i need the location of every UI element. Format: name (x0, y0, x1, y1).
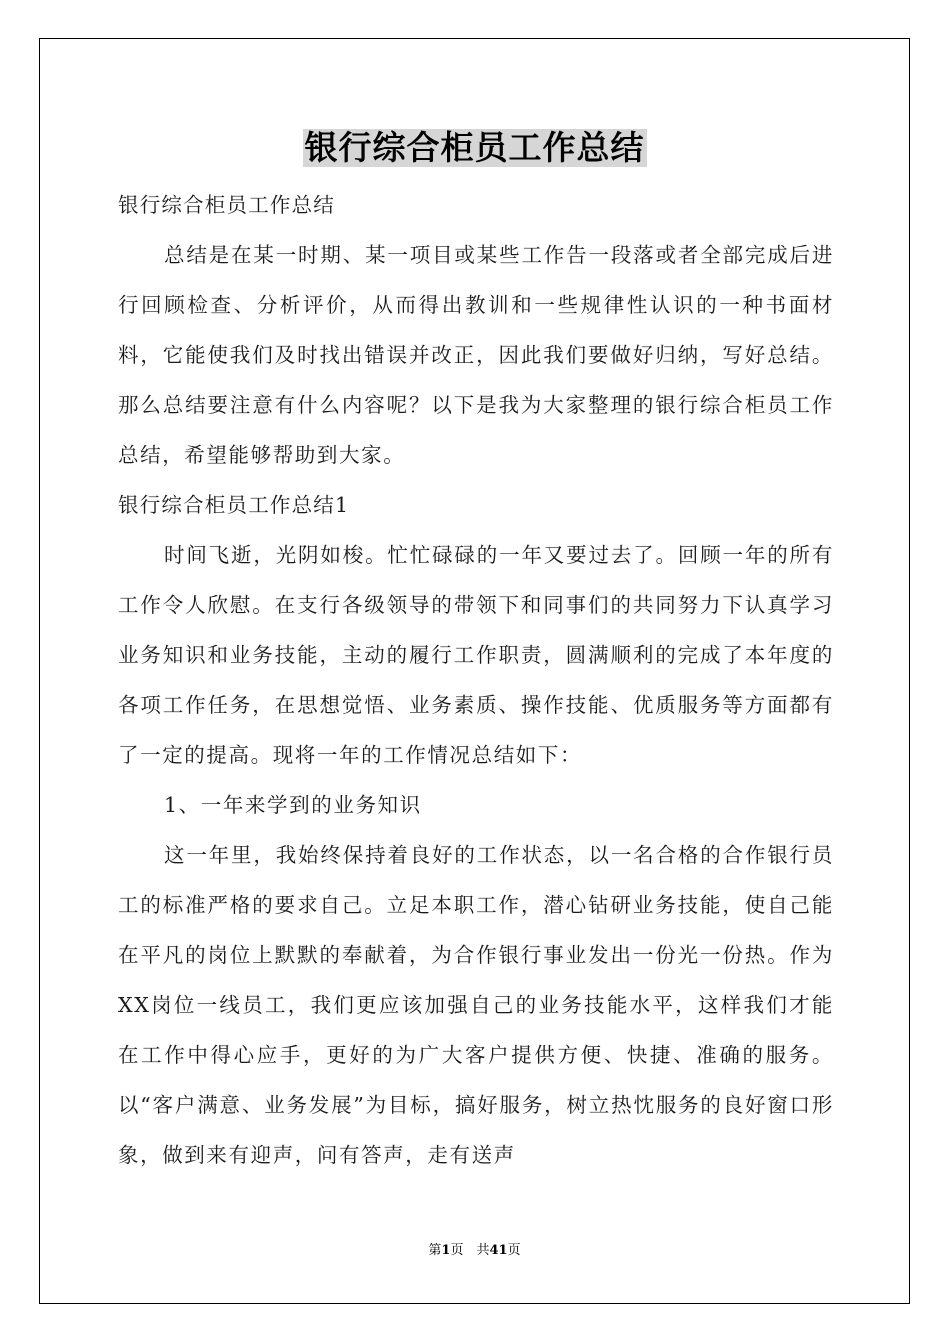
page-footer (40, 1239, 909, 1258)
body-paragraph: 时间飞逝，光阴如梭。忙忙碌碌的一年又要过去了。回顾一年的所有工作令人欣慰。在支行各级领导的带领下和同事们的共同努力下认真学习业务知识和业务技能，主动的履行工作职责，圆满顺利的完成了本年度的各项工作任务，在思想觉悟、业务素质、操作技能、优质服务等方面都有了一定的提高。现将一年的工作情况总结如下： (118, 543, 834, 767)
intro-paragraph: 总结是在某一时期、某一项目或某些工作告一段落或者全部完成后进行回顾检查、分析评价，从而得出教训和一些规律性认识的一种书面材料，它能使我们及时找出错误并改正，因此我们要做好归纳，写好总结。那么总结要注意有什么内容呢？以下是我为大家整理的银行综合柜员工作总结，希望能够帮助到大家。 (118, 243, 834, 467)
body-paragraph: 这一年里，我始终保持着良好的工作状态，以一名合格的合作银行员工的标准严格的要求自己。立足本职工作，潜心钻研业务技能，使自己能在平凡的岗位上默默的奉献着，为合作银行事业发出一份光一份热。作为XX岗位一线员工，我们更应该加强自己的业务技能水平，这样我们才能在工作中得心应手，更好的为广大客户提供方便、快捷、准确的服务。以“客户满意、业务发展”为目标，搞好服务，树立热忱服务的良好窗口形象，做到来有迎声，问有答声，走有送声 (118, 843, 834, 1167)
subsection-heading: 1、一年来学到的业务知识 (164, 793, 422, 817)
page-mid: 页 共 (450, 1243, 490, 1258)
document-page (39, 38, 910, 1304)
document-title: 银行综合柜员工作总结 (304, 128, 645, 167)
page-suffix: 页 (507, 1243, 521, 1258)
page-prefix: 第 (428, 1243, 442, 1258)
section-heading: 银行综合柜员工作总结 (118, 193, 335, 217)
section-heading: 银行综合柜员工作总结1 (118, 493, 350, 517)
page-total: 41 (489, 1243, 508, 1258)
document-body (118, 180, 834, 1180)
title-wrapper (40, 129, 909, 167)
page-current: 1 (441, 1243, 451, 1258)
